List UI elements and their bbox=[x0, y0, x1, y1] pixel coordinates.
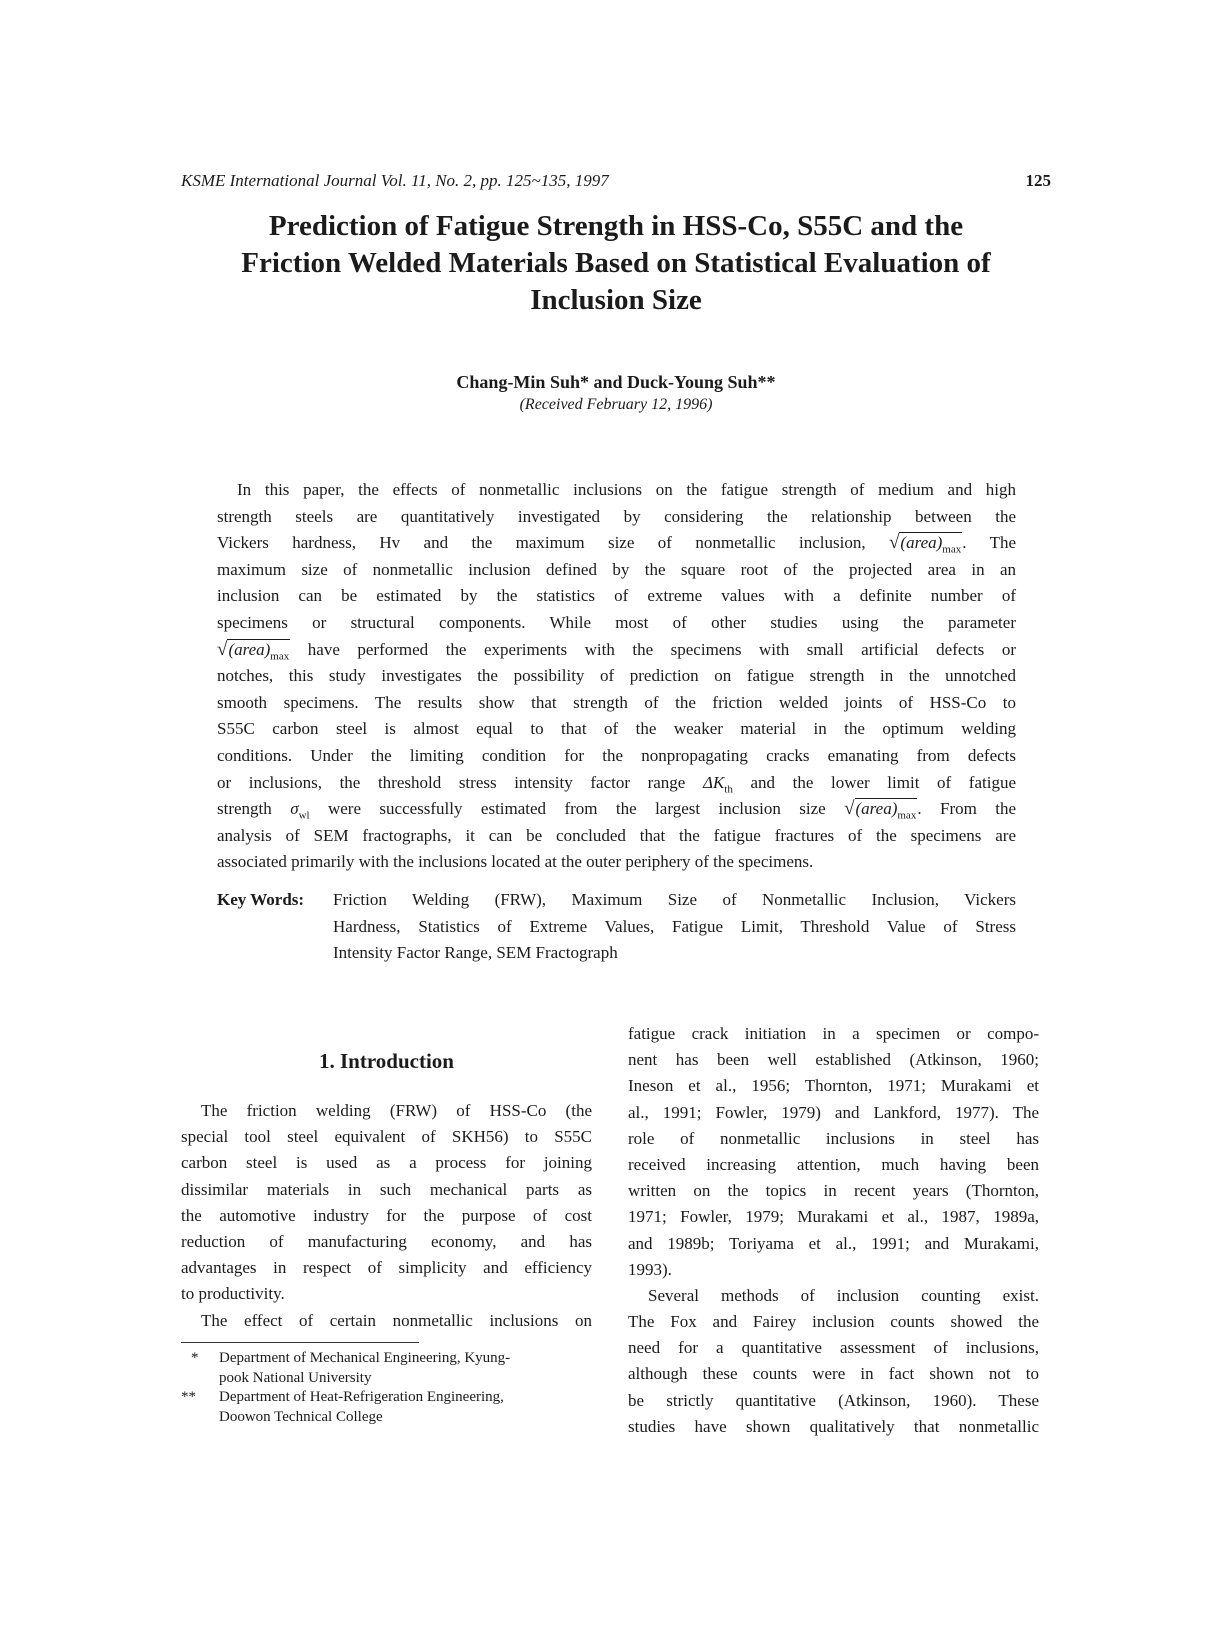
paragraph-line: Ineson et al., 1956; Thornton, 1971; Murakami et bbox=[628, 1076, 1039, 1096]
paper-title bbox=[181, 208, 1051, 319]
paragraph-line: to productivity. bbox=[181, 1284, 285, 1304]
abstract-line: analysis of SEM fractographs, it can be concluded that the fatigue fractures of the specimens are bbox=[217, 825, 1016, 845]
keywords-line: Intensity Factor Range, SEM Fractograph bbox=[333, 943, 618, 963]
paragraph-line: The friction welding (FRW) of HSS-Co (the bbox=[201, 1101, 592, 1120]
abstract-line: conditions. Under the limiting condition for the nonpropagating cracks emanating from defects bbox=[217, 745, 1016, 765]
page-number: 125 bbox=[1025, 171, 1051, 190]
paragraph-line: and 1989b; Toriyama et al., 1991; and Murakami, bbox=[628, 1233, 1039, 1253]
delta-k-threshold-symbol: $\Delta K_{th}$ bbox=[702, 772, 733, 795]
paragraph-line: studies have shown qualitatively that nonmetallic bbox=[628, 1416, 1039, 1436]
paragraph-line: 1971; Fowler, 1979; Murakami et al., 1987, 1989a, bbox=[628, 1207, 1039, 1227]
sqrt-area-max-formula: $√(area)_{max}$ bbox=[217, 638, 290, 662]
abstract-line: or inclusions, the threshold stress intensity factor range $\Delta K_{th}$ and the lower limit of fatigue bbox=[217, 772, 1016, 795]
paragraph-line: 1993). bbox=[628, 1259, 672, 1279]
sqrt-area-max-formula: $√(area)_{max}$ bbox=[888, 532, 962, 556]
keywords-line: Friction Welding (FRW), Maximum Size of Nonmetallic Inclusion, Vickers bbox=[333, 890, 1016, 909]
abstract-line: specimens or structural components. While most of other studies using the parameter bbox=[217, 612, 1016, 632]
left-column bbox=[181, 1020, 592, 1334]
paragraph-line: need for a quantitative assessment of inclusions, bbox=[628, 1338, 1039, 1358]
paragraph-line: dissimilar materials in such mechanical parts as bbox=[181, 1179, 592, 1199]
abstract-line: maximum size of nonmetallic inclusion defined by the square root of the projected area in an bbox=[217, 559, 1016, 579]
paragraph-line: received increasing attention, much having been bbox=[628, 1154, 1039, 1174]
paragraph-line: fatigue crack initiation in a specimen or compo- bbox=[628, 1024, 1039, 1043]
paragraph-line: carbon steel is used as a process for joining bbox=[181, 1153, 592, 1173]
paragraph-line: Several methods of inclusion counting exist. bbox=[648, 1285, 1039, 1305]
title-line: Prediction of Fatigue Strength in HSS-Co, S55C and the bbox=[268, 210, 964, 242]
footnote bbox=[181, 1388, 592, 1427]
keywords-label: Key Words: bbox=[217, 890, 305, 909]
paragraph-line: The effect of certain nonmetallic inclusions on bbox=[201, 1310, 592, 1330]
abstract-line: inclusion can be estimated by the statistics of extreme values with a definite number of bbox=[217, 586, 1016, 606]
abstract-line: notches, this study investigates the possibility of prediction on fatigue strength in the unnotched bbox=[217, 666, 1016, 686]
paragraph-line: reduction of manufacturing economy, and has bbox=[181, 1231, 592, 1251]
footnote-text: Department of Heat-Refrigeration Engineering, bbox=[219, 1389, 504, 1405]
paragraph-line: The Fox and Fairey inclusion counts showed the bbox=[628, 1312, 1039, 1332]
footnotes bbox=[181, 1349, 592, 1427]
abstract-line: strength steels are quantitatively investigated by considering the relationship between the bbox=[217, 506, 1016, 526]
footnote-mark: * bbox=[191, 1350, 199, 1366]
paragraph-line: written on the topics in recent years (Thornton, bbox=[628, 1181, 1039, 1201]
abstract-line: S55C carbon steel is almost equal to that of the weaker material in the optimum welding bbox=[217, 719, 1016, 739]
title-line: Friction Welded Materials Based on Statistical Evaluation of bbox=[241, 247, 991, 279]
paragraph-line: be strictly quantitative (Atkinson, 1960). These bbox=[628, 1390, 1039, 1410]
abstract-line: In this paper, the effects of nonmetallic inclusions on the fatigue strength of medium and high bbox=[237, 480, 1016, 499]
received-date: (Received February 12, 1996) bbox=[519, 396, 713, 413]
authors: Chang-Min Suh* and Duck-Young Suh** bbox=[456, 372, 776, 392]
sqrt-area-max-formula: $√(area)_{max}$ bbox=[844, 798, 917, 822]
paragraph-line: role of nonmetallic inclusions in steel has bbox=[628, 1128, 1039, 1148]
paragraph-line: al., 1991; Fowler, 1979) and Lankford, 1977). The bbox=[628, 1102, 1039, 1122]
footnote-text: pook National University bbox=[219, 1369, 372, 1386]
running-header bbox=[181, 168, 1051, 194]
abstract bbox=[217, 477, 1016, 876]
paragraph-line: although these counts were in fact shown not to bbox=[628, 1364, 1039, 1384]
section-heading: 1. Introduction bbox=[319, 1049, 454, 1073]
footnote-text: Department of Mechanical Engineering, Kyung- bbox=[219, 1350, 511, 1366]
abstract-line: strength $\sigma_{wl}$ were successfully estimated from the largest inclusion size $√(area)_{max}$. From the bbox=[217, 798, 1016, 822]
footnote-text: Doowon Technical College bbox=[219, 1408, 383, 1425]
keywords-text bbox=[333, 887, 1016, 967]
right-column bbox=[628, 1021, 1039, 1440]
sigma-wl-symbol: $\sigma_{wl}$ bbox=[290, 799, 310, 822]
footnote-mark: ** bbox=[181, 1389, 196, 1405]
footnote bbox=[181, 1349, 592, 1388]
journal-citation: KSME International Journal Vol. 11, No. 2, pp. 125~135, 1997 bbox=[181, 171, 609, 190]
paragraph-line: the automotive industry for the purpose of cost bbox=[181, 1205, 592, 1225]
abstract-line: Vickers hardness, Hv and the maximum size of nonmetallic inclusion, $√(area)_{max}$. The bbox=[217, 532, 1017, 556]
title-line: Inclusion Size bbox=[530, 284, 702, 316]
abstract-line: smooth specimens. The results show that strength of the friction welded joints of HSS-Co to bbox=[217, 692, 1016, 712]
paragraph-line: advantages in respect of simplicity and efficiency bbox=[181, 1258, 592, 1278]
paragraph-line: special tool steel equivalent of SKH56) to S55C bbox=[181, 1127, 592, 1147]
abstract-line: $√(area)_{max}$ have performed the experiments with the specimens with small artificial defects or bbox=[217, 638, 1016, 662]
footnote-divider bbox=[181, 1342, 419, 1343]
keywords-line: Hardness, Statistics of Extreme Values, Fatigue Limit, Threshold Value of Stress bbox=[333, 916, 1016, 936]
paragraph-line: nent has been well established (Atkinson, 1960; bbox=[628, 1050, 1039, 1070]
abstract-line: associated primarily with the inclusions located at the outer periphery of the specimens. bbox=[217, 852, 814, 872]
